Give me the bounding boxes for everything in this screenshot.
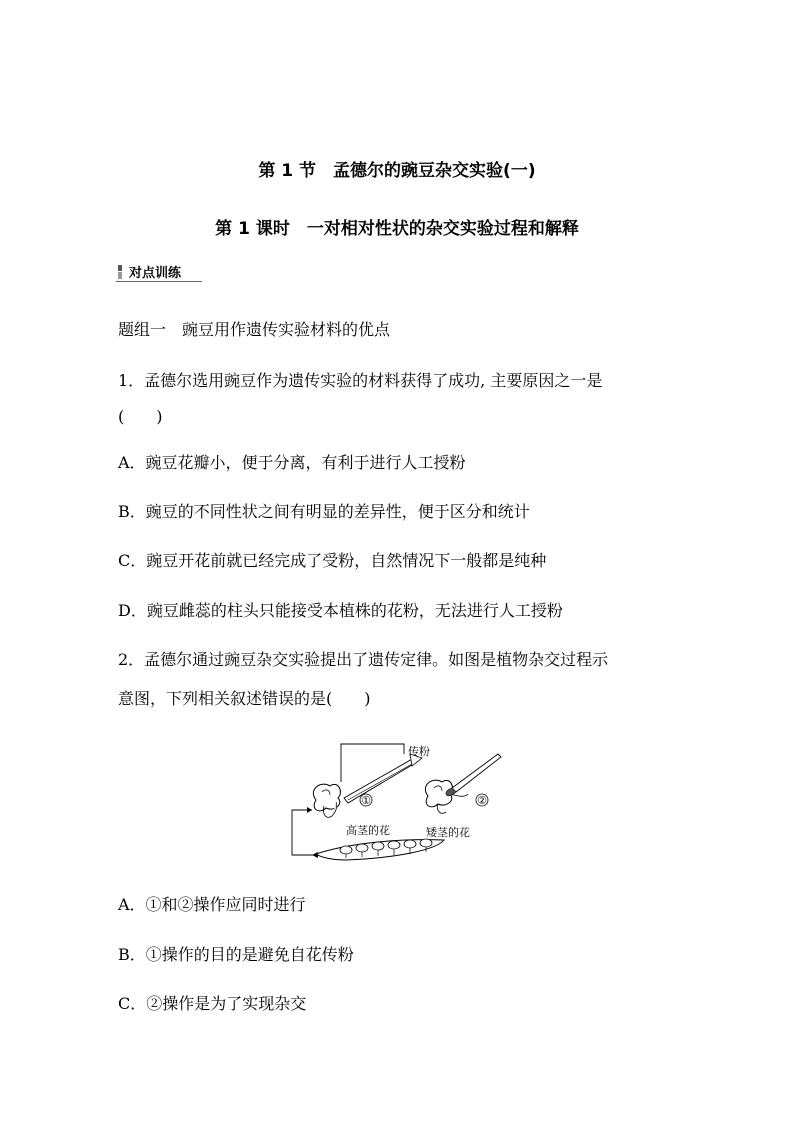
question-1-option-a: A．豌豆花瓣小，便于分离，有利于进行人工授粉	[118, 453, 466, 472]
practice-section-tag	[116, 262, 202, 282]
question-2-option-c: C．②操作是为了实现杂交	[118, 994, 307, 1013]
question-2-option-a: A．①和②操作应同时进行	[118, 895, 306, 914]
tag-marker-icon	[118, 265, 122, 271]
pea-hybridization-diagram	[286, 740, 516, 865]
question-2-stem: 2．孟德尔通过豌豆杂交实验提出了遗传定律。如图是植物杂交过程示	[118, 650, 609, 669]
step-2-label: ②	[477, 794, 487, 807]
group-heading: 题组一 豌豆用作遗传实验材料的优点	[118, 320, 391, 339]
step-1-label: ①	[361, 794, 371, 807]
section-tag-underline	[116, 281, 202, 282]
question-2-option-b: B．①操作的目的是避免自花传粉	[118, 945, 354, 964]
question-2-stem-continued: 意图，下列相关叙述错误的是( )	[118, 689, 371, 708]
section-title: 第 1 节 孟德尔的豌豆杂交实验(一)	[258, 161, 536, 181]
short-flower-label: 矮茎的花	[426, 826, 470, 839]
lesson-title: 第 1 课时 一对相对性状的杂交实验过程和解释	[215, 219, 579, 239]
question-1-option-b: B．豌豆的不同性状之间有明显的差异性，便于区分和统计	[118, 502, 530, 521]
tag-marker-icon-lower	[118, 272, 122, 279]
section-tag-label: 对点训练	[129, 266, 182, 281]
tall-flower-label: 高茎的花	[346, 824, 390, 837]
question-1-option-c: C．豌豆开花前就已经完成了受粉，自然情况下一般都是纯种	[118, 551, 547, 570]
question-1-option-d: D．豌豆雌蕊的柱头只能接受本植株的花粉，无法进行人工授粉	[118, 601, 563, 620]
pollination-label: 传粉	[408, 745, 430, 758]
question-1-stem: 1．孟德尔选用豌豆作为遗传实验的材料获得了成功, 主要原因之一是	[118, 371, 603, 390]
question-1-answer-blank: ( )	[118, 407, 163, 426]
